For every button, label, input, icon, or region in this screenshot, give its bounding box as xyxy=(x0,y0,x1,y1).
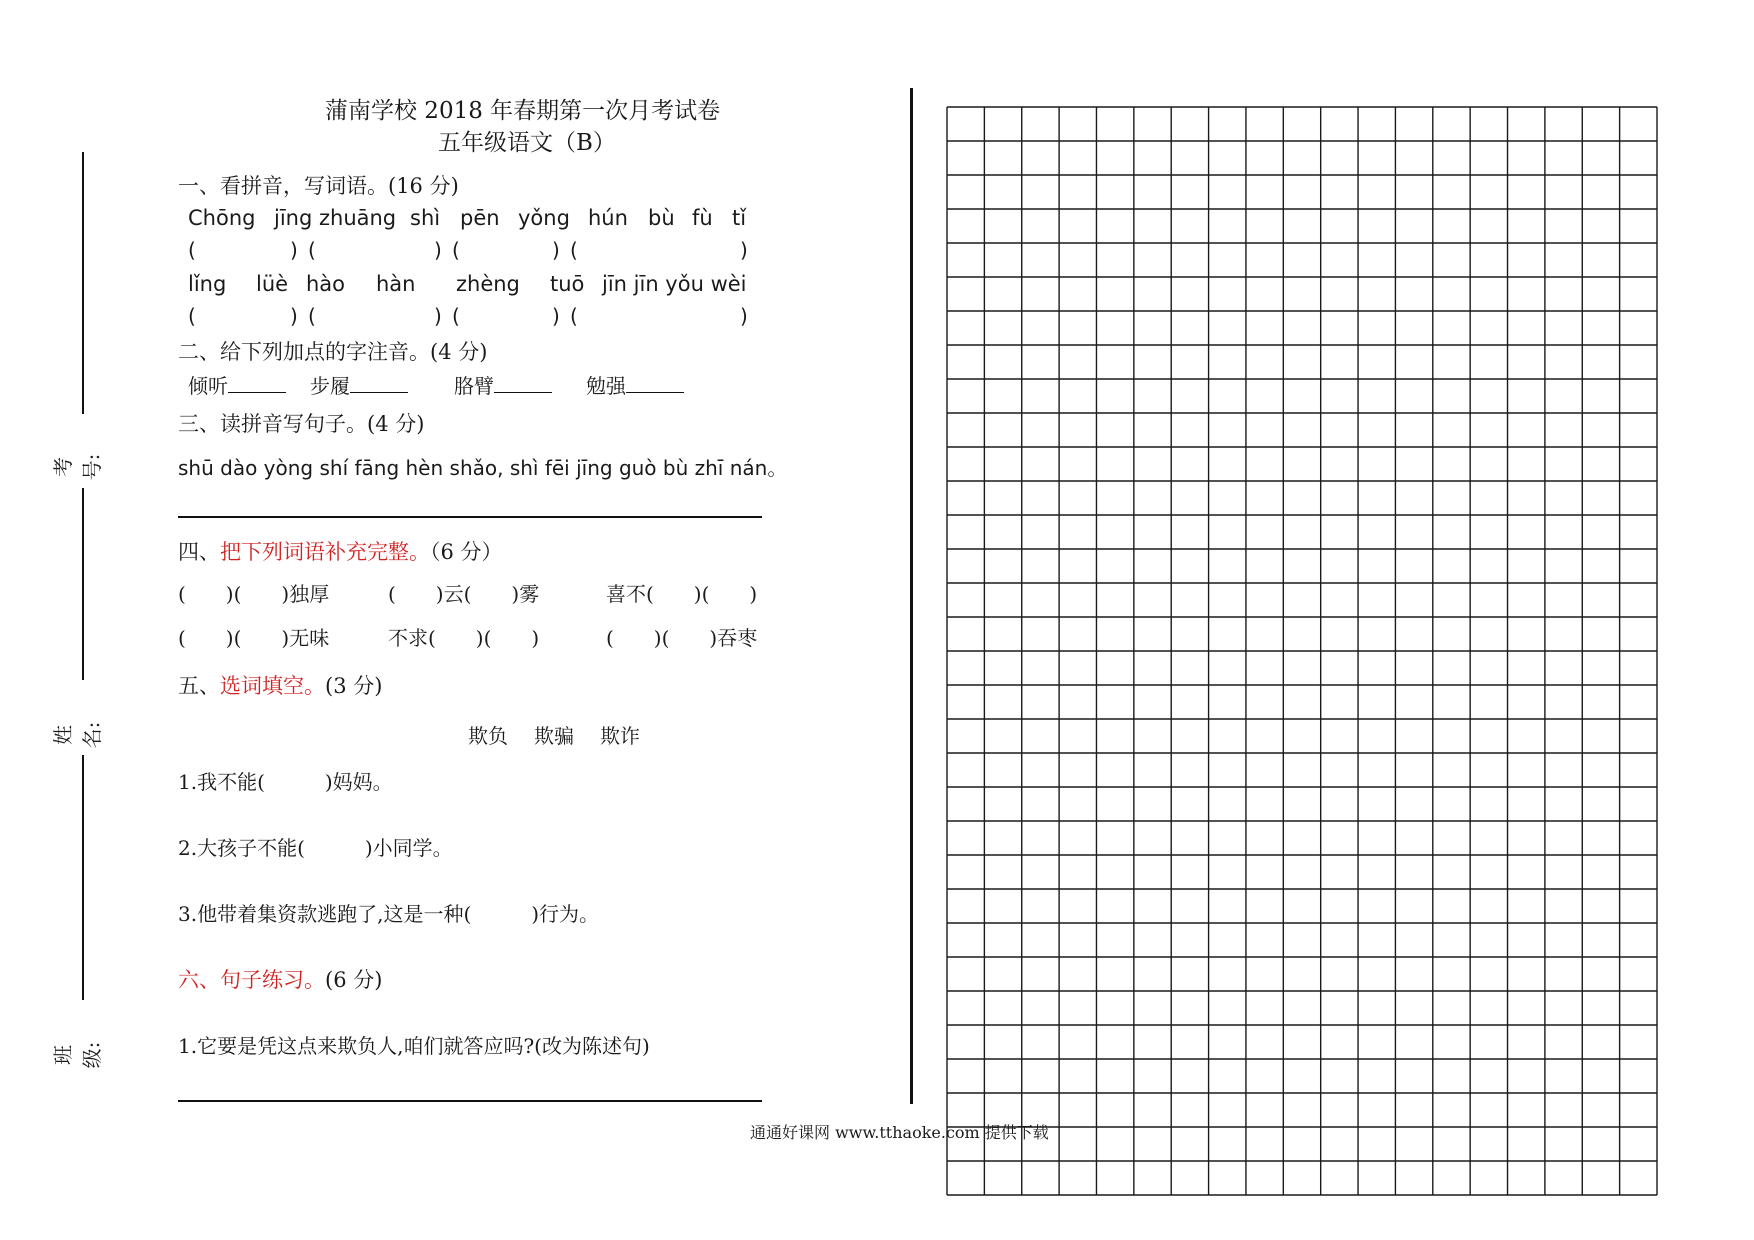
answer-paren-open: ( xyxy=(188,238,196,262)
pinyin: hún xyxy=(588,206,628,230)
pinyin: lǐng xyxy=(188,272,227,296)
word-option: 欺骗 xyxy=(534,724,574,748)
pinyin: bù xyxy=(648,206,675,230)
dotted-word: 倾听 xyxy=(188,370,286,399)
answer-paren-close: ) xyxy=(290,304,298,328)
answer-paren-open: ( xyxy=(570,304,578,328)
answer-paren-open: ( xyxy=(570,238,578,262)
idiom-fill: 不求( )( ) xyxy=(388,626,540,650)
idiom-fill: ( )( )独厚 xyxy=(178,582,330,606)
pinyin: Chōng xyxy=(188,206,256,230)
pinyin: pēn xyxy=(460,206,500,230)
page-divider xyxy=(910,88,913,1104)
section2-heading: 二、给下列加点的字注音。(4 分) xyxy=(178,340,488,364)
answer-paren-close: ) xyxy=(740,238,748,262)
answer-blank[interactable] xyxy=(350,374,408,393)
answer-paren-open: ( xyxy=(452,238,460,262)
section5-heading: 五、选词填空。(3 分) xyxy=(178,674,383,698)
answer-paren-open: ( xyxy=(188,304,196,328)
answer-paren-close: ) xyxy=(552,304,560,328)
answer-paren-open: ( xyxy=(308,238,316,262)
margin-line-2 xyxy=(82,488,84,680)
answer-paren-close: ) xyxy=(290,238,298,262)
word-option: 欺负 xyxy=(468,724,508,748)
dotted-word: 勉强 xyxy=(586,370,684,399)
answer-paren-close: ) xyxy=(434,238,442,262)
exam-subtitle: 五年级语文（B） xyxy=(438,130,616,156)
dotted-word: 胳臂 xyxy=(454,370,552,399)
section3-answer-line[interactable] xyxy=(178,516,762,518)
idiom-fill: 喜不( )( ) xyxy=(606,582,758,606)
idiom-fill: ( )( )无味 xyxy=(178,626,330,650)
section3-heading: 三、读拼音写句子。(4 分) xyxy=(178,412,425,436)
answer-paren-close: ) xyxy=(552,238,560,262)
section5-item-2: 2.大孩子不能( )小同学。 xyxy=(178,836,453,860)
pinyin: zhèng xyxy=(456,272,520,296)
exam-title: 蒲南学校 2018 年春期第一次月考试卷 xyxy=(325,98,721,124)
section4-heading: 四、把下列词语补充完整。（6 分） xyxy=(178,540,503,564)
section5-item-1: 1.我不能( )妈妈。 xyxy=(178,770,393,794)
margin-line-3 xyxy=(82,755,84,1000)
section5-item-3: 3.他带着集资款逃跑了,这是一种( )行为。 xyxy=(178,902,600,926)
pinyin: tuō xyxy=(550,272,585,296)
answer-blank[interactable] xyxy=(494,374,552,393)
pinyin: lüè xyxy=(256,272,289,296)
name-label: 姓名: xyxy=(51,721,104,749)
answer-paren-close: ) xyxy=(740,304,748,328)
idiom-fill: ( )( )吞枣 xyxy=(606,626,758,650)
section6-item-1: 1.它要是凭这点来欺负人,咱们就答应吗?(改为陈述句) xyxy=(178,1034,650,1058)
pinyin: yǒng xyxy=(518,206,570,230)
idiom-fill: ( )云( )雾 xyxy=(388,582,540,606)
pinyin: shì xyxy=(410,206,441,230)
margin-line-1 xyxy=(82,152,84,414)
pinyin: fù xyxy=(692,206,713,230)
footer-source: 通通好课网 www.tthaoke.com 提供下载 xyxy=(750,1123,1049,1142)
section6-answer-line[interactable] xyxy=(178,1100,762,1102)
answer-paren-open: ( xyxy=(308,304,316,328)
writing-grid[interactable] xyxy=(946,106,1658,1196)
pinyin: tǐ xyxy=(732,206,747,230)
answer-blank[interactable] xyxy=(228,374,286,393)
section1-heading: 一、看拼音，写词语。(16 分) xyxy=(178,174,459,198)
exam-no-label: 考号: xyxy=(51,453,104,481)
word-option: 欺诈 xyxy=(600,724,640,748)
answer-blank[interactable] xyxy=(626,374,684,393)
answer-paren-open: ( xyxy=(452,304,460,328)
pinyin: hàn xyxy=(376,272,416,296)
pinyin: hào xyxy=(306,272,346,296)
class-label: 班级: xyxy=(51,1041,104,1069)
section6-heading: 六、句子练习。(6 分) xyxy=(178,968,383,992)
answer-paren-close: ) xyxy=(434,304,442,328)
pinyin: jīng zhuāng xyxy=(274,206,397,230)
dotted-word: 步履 xyxy=(310,370,408,399)
section3-pinyin-sentence: shū dào yòng shí fāng hèn shǎo, shì fēi jīng guò bù zhī nán。 xyxy=(178,456,788,480)
pinyin: jīn jīn yǒu wèi xyxy=(602,272,747,296)
